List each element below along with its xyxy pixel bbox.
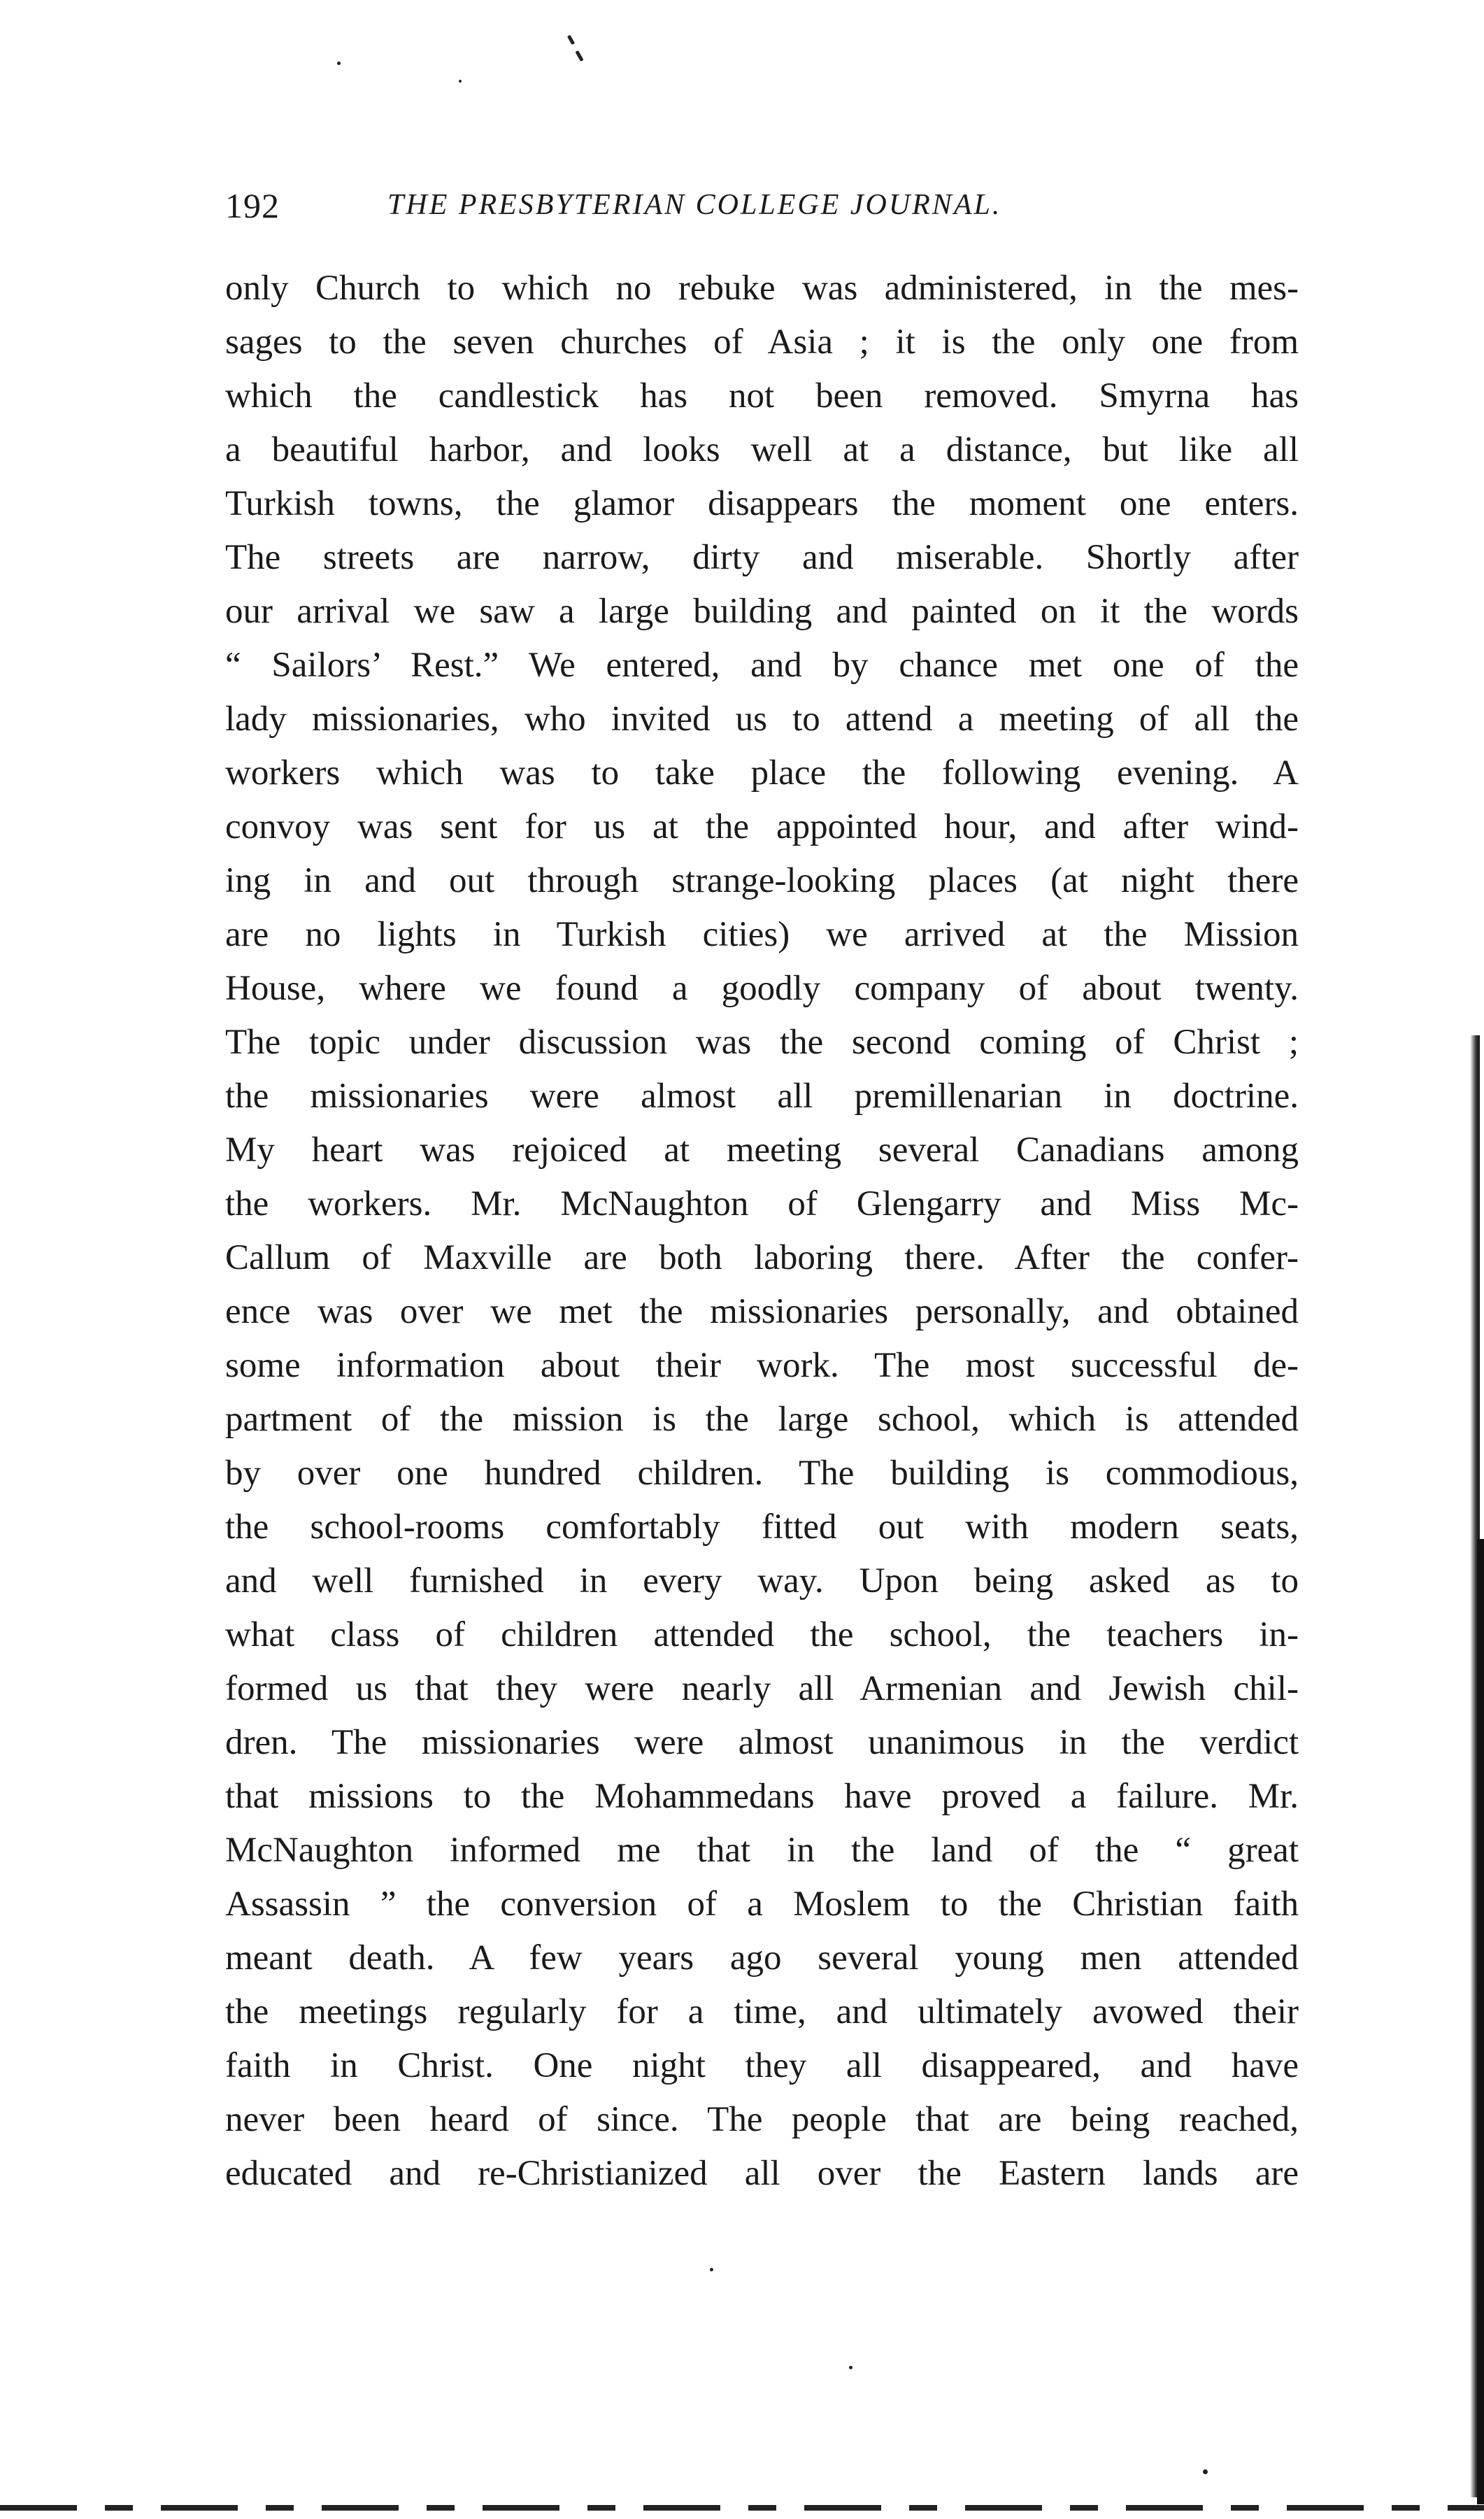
text-line: educated and re-Christianized all over the Eastern lands are bbox=[225, 2154, 1299, 2193]
scan-speck bbox=[567, 35, 575, 45]
text-line: some information about their work. The most successful de- bbox=[225, 1346, 1299, 1385]
text-line: Assassin ” the conversion of a Moslem to the Christian faith bbox=[225, 1885, 1299, 1924]
text-line: by over one hundred children. The building is commodious, bbox=[225, 1454, 1299, 1493]
text-line: a beautiful harbor, and looks well at a distance, but like all bbox=[225, 430, 1299, 469]
text-line: never been heard of since. The people that are being reached, bbox=[225, 2100, 1299, 2139]
text-line: convoy was sent for us at the appointed hour, and after wind- bbox=[225, 807, 1299, 846]
text-line: lady missionaries, who invited us to attend a meeting of all the bbox=[225, 700, 1299, 739]
text-line: formed us that they were nearly all Armenian and Jewish chil- bbox=[225, 1669, 1299, 1708]
text-line: partment of the mission is the large school, which is attended bbox=[225, 1400, 1299, 1439]
text-line: “ Sailors’ Rest.” We entered, and by chance met one of the bbox=[225, 646, 1299, 685]
running-title: THE PRESBYTERIAN COLLEGE JOURNAL. bbox=[387, 189, 1002, 221]
text-line: faith in Christ. One night they all disappeared, and have bbox=[225, 2046, 1299, 2085]
text-line: sages to the seven churches of Asia ; it is the only one from bbox=[225, 322, 1299, 362]
text-line: The streets are narrow, dirty and miserable. Shortly after bbox=[225, 538, 1299, 577]
text-line: My heart was rejoiced at meeting several Canadians among bbox=[225, 1130, 1299, 1170]
text-line: the meetings regularly for a time, and ultimately avowed their bbox=[225, 1992, 1299, 2031]
text-line: Turkish towns, the glamor disappears the moment one enters. bbox=[225, 484, 1299, 523]
text-line: McNaughton informed me that in the land of the “ great bbox=[225, 1831, 1299, 1870]
text-line: which the candlestick has not been removed. Smyrna has bbox=[225, 376, 1299, 416]
scan-speck bbox=[1203, 2469, 1208, 2474]
page-bottom-edge bbox=[0, 2505, 1484, 2511]
text-line: the missionaries were almost all premillenarian in doctrine. bbox=[225, 1077, 1299, 1116]
text-line: ence was over we met the missionaries personally, and obtained bbox=[225, 1292, 1299, 1331]
text-line: workers which was to take place the following evening. A bbox=[225, 753, 1299, 793]
scan-speck bbox=[337, 62, 341, 65]
text-line: are no lights in Turkish cities) we arrived at the Mission bbox=[225, 915, 1299, 954]
text-line: The topic under discussion was the second coming of Christ ; bbox=[225, 1023, 1299, 1062]
text-line: the school-rooms comfortably fitted out with modern seats, bbox=[225, 1507, 1299, 1547]
text-line: dren. The missionaries were almost unanimous in the verdict bbox=[225, 1723, 1299, 1762]
text-line: only Church to which no rebuke was administered, in the mes- bbox=[225, 269, 1299, 308]
scan-speck bbox=[710, 2268, 713, 2271]
text-line: and well furnished in every way. Upon being asked as to bbox=[225, 1561, 1299, 1601]
body-paragraph bbox=[225, 262, 1299, 2201]
scan-speck bbox=[575, 50, 583, 62]
text-line: the workers. Mr. McNaughton of Glengarry and Miss Mc- bbox=[225, 1184, 1299, 1223]
text-line: that missions to the Mohammedans have proved a failure. Mr. bbox=[225, 1777, 1299, 1816]
text-line: meant death. A few years ago several young men attended bbox=[225, 1938, 1299, 1978]
text-line: our arrival we saw a large building and painted on it the words bbox=[225, 592, 1299, 631]
text-line: what class of children attended the school, the teachers in- bbox=[225, 1615, 1299, 1654]
page-edge-shadow bbox=[1477, 1539, 1484, 2504]
text-line: ing in and out through strange-looking places (at night there bbox=[225, 861, 1299, 900]
scan-speck bbox=[459, 80, 462, 83]
running-header bbox=[225, 185, 1299, 234]
scan-speck bbox=[849, 2366, 852, 2369]
text-line: Callum of Maxville are both laboring there. After the confer- bbox=[225, 1238, 1299, 1277]
page-number: 192 bbox=[225, 186, 280, 225]
text-line: House, where we found a goodly company of about twenty. bbox=[225, 969, 1299, 1008]
